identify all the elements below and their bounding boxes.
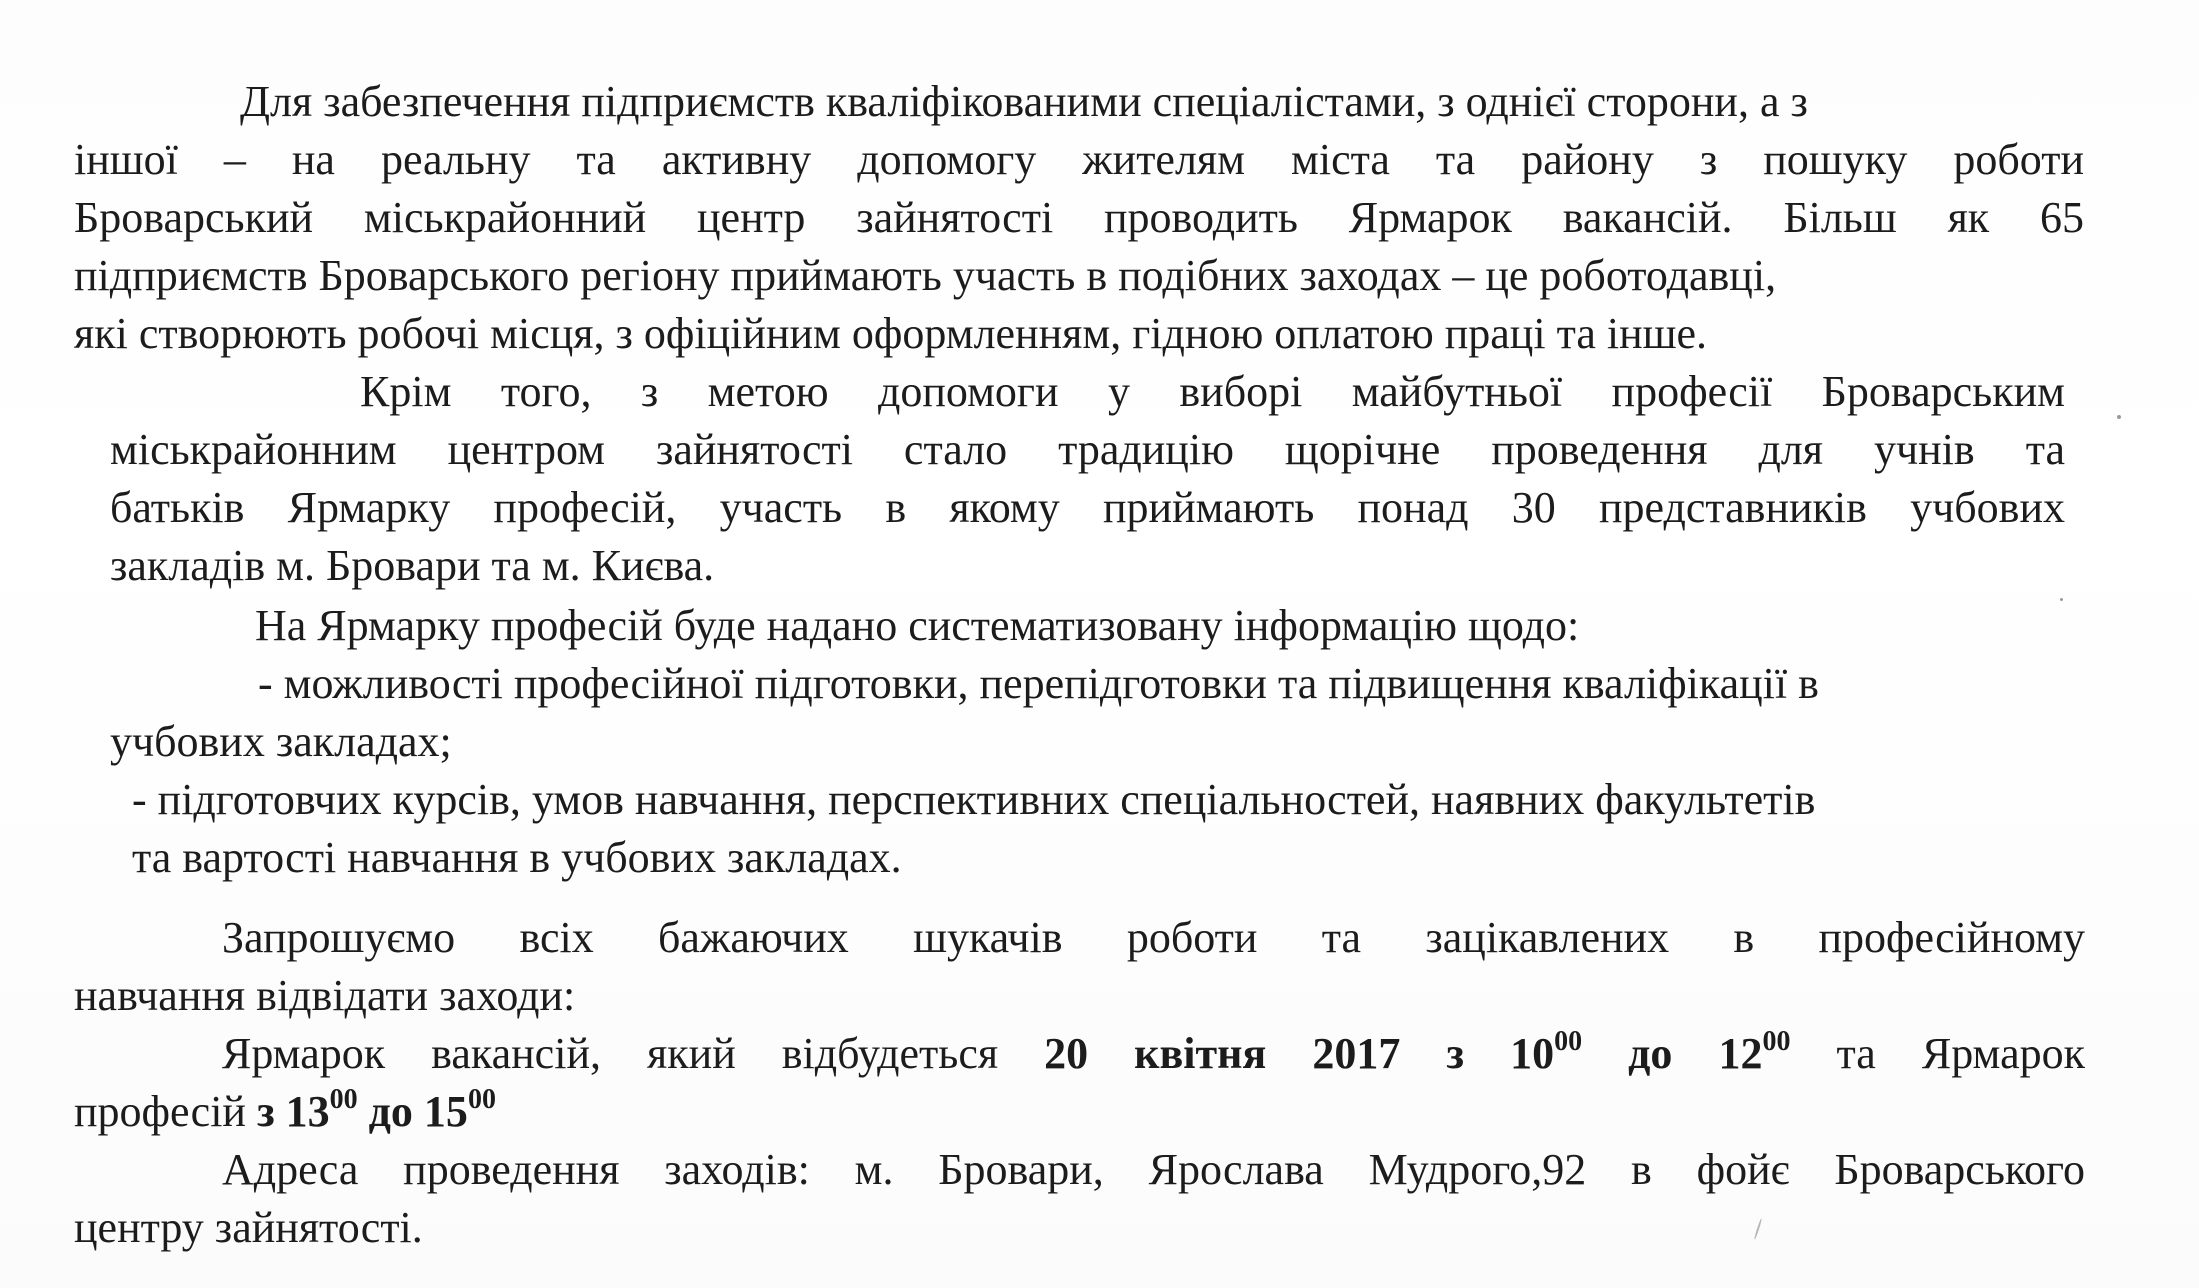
schedule-date: 20 квітня 2017 з 10 bbox=[1044, 1029, 1555, 1078]
schedule-text-1: Ярмарок вакансій, який відбудеться bbox=[222, 1029, 1045, 1078]
schedule-text-2: та Ярмарок bbox=[1790, 1029, 2085, 1078]
invite-line-1: Запрошуємо всіх бажаючих шукачів роботи та зацікавлених в професійному bbox=[222, 913, 2085, 962]
invite-line-2: навчання відвідати заходи: bbox=[74, 971, 576, 1020]
scan-mark bbox=[1754, 1218, 1763, 1240]
para2-line-1: Крім того, з метою допомоги у виборі майбутньої професії Броварським bbox=[360, 367, 2065, 416]
para2-line-2: міськрайонним центром зайнятості стало традицію щорічне проведення для учнів та bbox=[110, 425, 2065, 474]
schedule-from-2: з 13 bbox=[256, 1087, 330, 1136]
schedule-line-1 bbox=[222, 1024, 2085, 1084]
para1-line-4: підприємств Броварського регіону приймають участь в подібних заходах – це роботодавці, bbox=[74, 251, 1777, 300]
para2-line-3: батьків Ярмарку професій, участь в якому приймають понад 30 представників учбових bbox=[110, 483, 2065, 532]
schedule-sup-4: 00 bbox=[467, 1084, 496, 1115]
address-line-2: центру зайнятості. bbox=[74, 1203, 423, 1252]
schedule-to-2: до 15 bbox=[357, 1087, 468, 1136]
para1-line-1: Для забезпечення підприємств кваліфікованими спеціалістами, з однієї сторони, а з bbox=[240, 77, 1808, 126]
bullet2-line-1: - підготовчих курсів, умов навчання, перспективних спеціальностей, наявних факультетів bbox=[132, 775, 1816, 824]
schedule-sup-1: 00 bbox=[1554, 1026, 1583, 1057]
scan-speck bbox=[2117, 415, 2121, 419]
para1-line-2: іншої – на реальну та активну допомогу жителям міста та району з пошуку роботи bbox=[74, 135, 2084, 184]
para1-line-3: Броварський міськрайонний центр зайнятості проводить Ярмарок вакансій. Більш як 65 bbox=[74, 193, 2084, 242]
para3-intro: На Ярмарку професій буде надано систематизовану інформацію щодо: bbox=[255, 601, 1580, 650]
schedule-sup-3: 00 bbox=[329, 1084, 358, 1115]
para1-line-5: які створюють робочі місця, з офіційним оформленням, гідною оплатою праці та інше. bbox=[74, 309, 1708, 358]
scan-speck bbox=[2060, 598, 2063, 601]
schedule-text-3: професій bbox=[74, 1087, 257, 1136]
schedule-line-2 bbox=[74, 1082, 496, 1142]
bullet1-line-1: - можливості професійної підготовки, перепідготовки та підвищення кваліфікації в bbox=[258, 659, 1819, 708]
bullet2-line-2: та вартості навчання в учбових закладах. bbox=[132, 833, 902, 882]
schedule-sup-2: 00 bbox=[1762, 1026, 1791, 1057]
para2-line-4: закладів м. Бровари та м. Києва. bbox=[110, 541, 715, 590]
bullet1-line-2: учбових закладах; bbox=[110, 717, 452, 766]
address-line-1: Адреса проведення заходів: м. Бровари, Ярослава Мудрого,92 в фойє Броварського bbox=[222, 1145, 2085, 1194]
schedule-to-1: до 12 bbox=[1582, 1029, 1763, 1078]
